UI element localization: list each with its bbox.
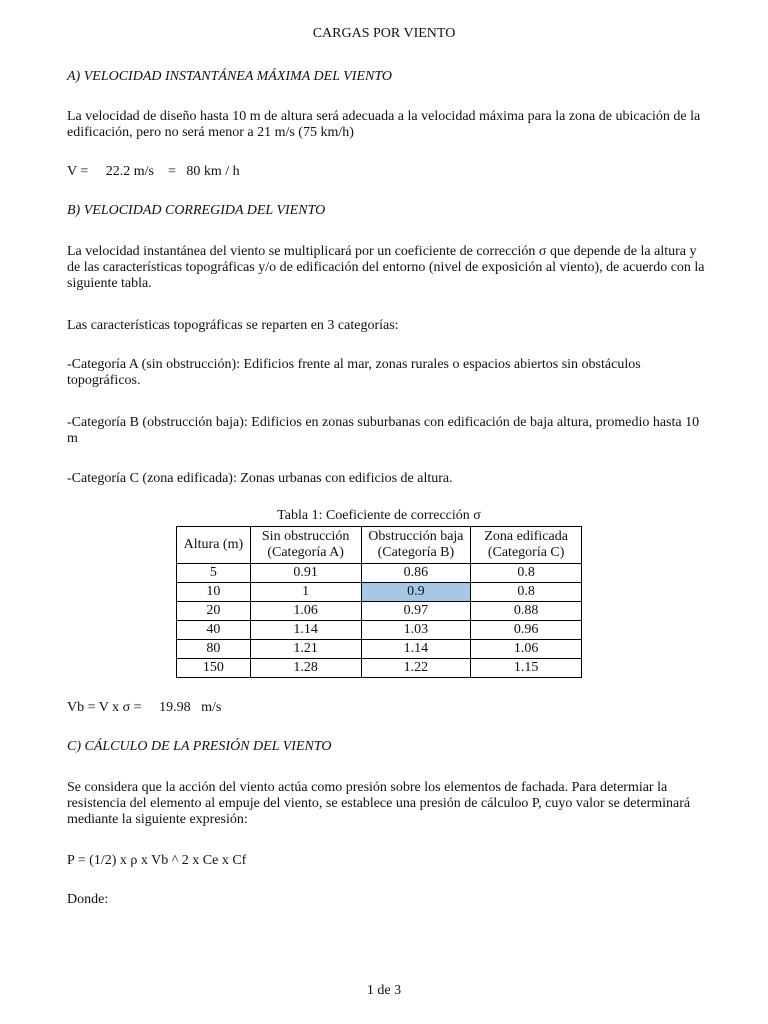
table-row <box>177 583 582 602</box>
page-number: 1 de 3 <box>366 983 402 998</box>
table-cell: 1.21 <box>250 640 361 659</box>
header-category-a: Sin obstrucción (Categoría A) <box>250 527 361 564</box>
table-cell: 1.22 <box>361 659 471 678</box>
table-cell: 0.91 <box>250 564 361 583</box>
velocity-lhs: V = <box>67 164 89 179</box>
table-row <box>177 640 582 659</box>
vb-unit: m/s <box>201 700 222 715</box>
section-b-heading: B) VELOCIDAD CORREGIDA DEL VIENTO <box>67 203 326 218</box>
table-cell: 1.28 <box>250 659 361 678</box>
correction-coefficient-table <box>176 526 582 678</box>
table-cell: 1.03 <box>361 621 471 640</box>
section-b-paragraph: La velocidad instantánea del viento se multiplicará por un coeficiente de corrección σ que depende de la altura y de las características topográficas y/o de edificación del entorno (nivel de exposición al viento), de acuerdo con la siguiente tabla. <box>67 244 705 291</box>
velocity-value-ms: 22.2 <box>105 164 131 179</box>
table-cell: 5 <box>177 564 251 583</box>
vb-equation <box>67 700 707 716</box>
table-cell: 1.14 <box>361 640 471 659</box>
table-cell: 80 <box>177 640 251 659</box>
table-cell: 1.15 <box>471 659 582 678</box>
table-cell: 10 <box>177 583 251 602</box>
category-b-description: -Categoría B (obstrucción baja): Edificios en zonas suburbanas con edificación de baja altura, promedio hasta 10 m <box>67 415 700 446</box>
table-cell: 0.8 <box>471 583 582 602</box>
table-cell: 0.8 <box>471 564 582 583</box>
velocity-unit-kmh: km / h <box>203 164 240 179</box>
table-cell: 0.97 <box>361 602 471 621</box>
document-title: CARGAS POR VIENTO <box>312 26 456 41</box>
header-altura: Altura (m) <box>177 527 251 564</box>
table-header-row <box>177 527 582 564</box>
table-cell: 1.06 <box>250 602 361 621</box>
section-c-heading: C) CÁLCULO DE LA PRESIÓN DEL VIENTO <box>67 739 332 754</box>
table-cell: 0.96 <box>471 621 582 640</box>
category-c-description: -Categoría C (zona edificada): Zonas urbanas con edificios de altura. <box>67 471 453 486</box>
velocity-equation <box>67 164 707 180</box>
section-a-paragraph: La velocidad de diseño hasta 10 m de altura será adecuada a la velocidad máxima para la zona de ubicación de la edificación, pero no será menor a 21 m/s (75 km/h) <box>67 109 701 140</box>
table-cell: 1.06 <box>471 640 582 659</box>
section-c-paragraph: Se considera que la acción del viento actúa como presión sobre los elementos de fachada. Para determiar la resistencia del elemento al empuje del viento, se establece una presión de cálculoo P, cuyo valor se determinará mediante la siguiente expresión: <box>67 780 691 827</box>
velocity-equals: = <box>168 164 176 179</box>
categories-intro: Las características topográficas se reparten en 3 categorías: <box>67 318 399 333</box>
table-cell: 0.88 <box>471 602 582 621</box>
velocity-value-kmh: 80 <box>186 164 201 179</box>
table-row <box>177 659 582 678</box>
section-a-heading: A) VELOCIDAD INSTANTÁNEA MÁXIMA DEL VIENTO <box>67 69 392 84</box>
pressure-equation: P = (1/2) x ρ x Vb ^ 2 x Ce x Cf <box>67 853 247 868</box>
table-cell: 40 <box>177 621 251 640</box>
table-caption: Tabla 1: Coeficiente de corrección σ <box>277 508 481 523</box>
vb-lhs: Vb = V x σ = <box>67 700 142 715</box>
table-cell: 1.14 <box>250 621 361 640</box>
table-cell-selected[interactable]: 0.9 <box>361 583 471 602</box>
velocity-unit-ms: m/s <box>133 164 154 179</box>
table-cell: 0.86 <box>361 564 471 583</box>
table-row <box>177 621 582 640</box>
donde-label: Donde: <box>67 892 109 907</box>
category-a-description: -Categoría A (sin obstrucción): Edificios frente al mar, zonas rurales o espacios abiertos sin obstáculos topográficos. <box>67 357 641 388</box>
table-cell: 150 <box>177 659 251 678</box>
vb-value: 19.98 <box>159 700 191 715</box>
table-cell: 20 <box>177 602 251 621</box>
header-category-c: Zona edificada (Categoría C) <box>471 527 582 564</box>
table-row <box>177 602 582 621</box>
table-row <box>177 564 582 583</box>
header-category-b: Obstrucción baja (Categoría B) <box>361 527 471 564</box>
table-cell: 1 <box>250 583 361 602</box>
